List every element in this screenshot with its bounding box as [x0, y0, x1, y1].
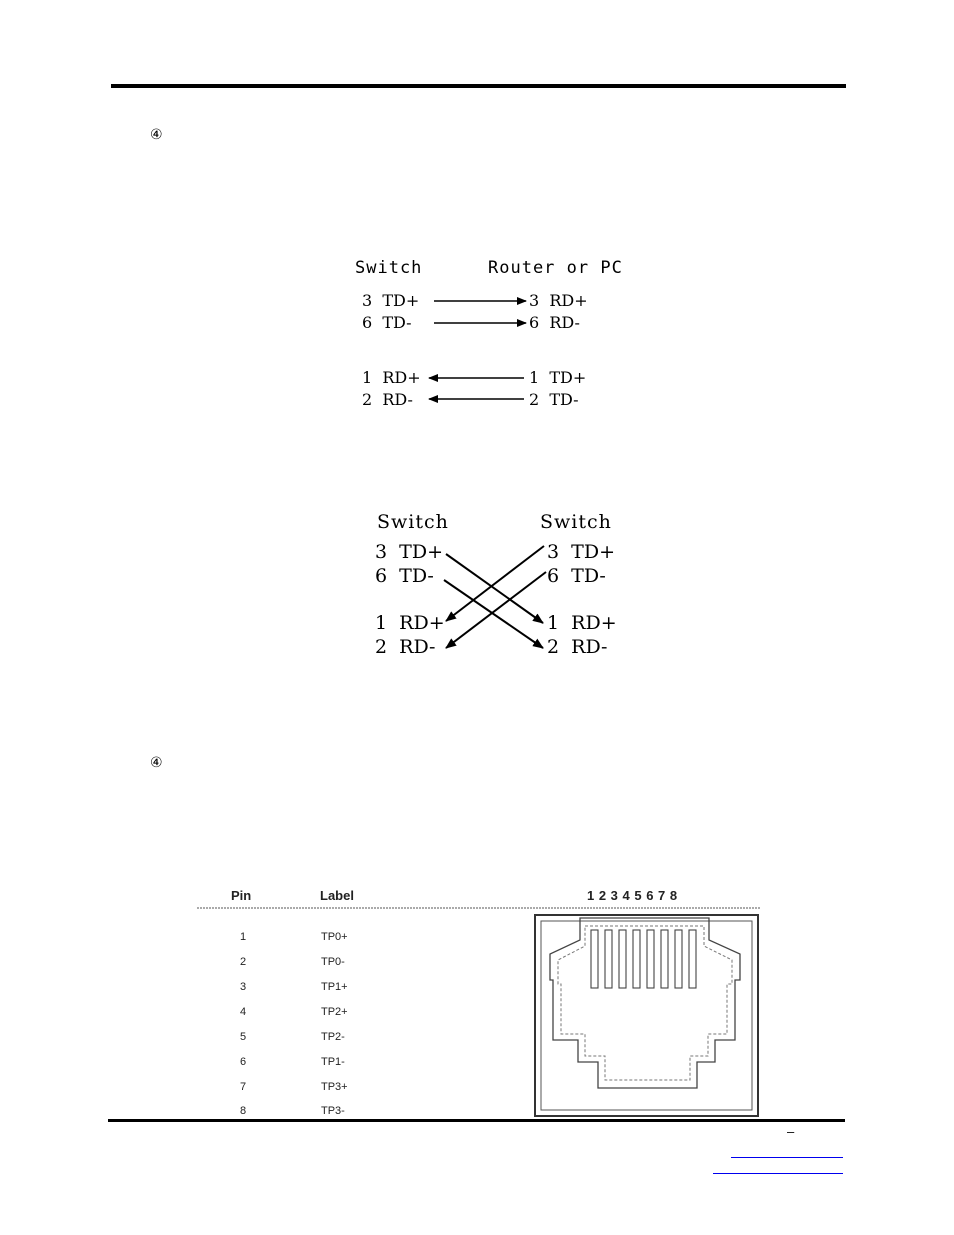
pin-label-cell: TP1-	[321, 1056, 345, 1068]
straight-right-title: Router or PC	[488, 258, 623, 278]
pin-label-cell: TP3-	[321, 1105, 345, 1117]
cross-arrow	[446, 554, 543, 623]
straight-left-row: 2 RD-	[362, 390, 413, 409]
pin-number-cell: 2	[240, 956, 247, 968]
pin-number-cell: 1	[240, 931, 247, 943]
straight-left-title: Switch	[355, 258, 423, 278]
straight-left-row: 3 TD+	[362, 291, 420, 310]
section-marker-2: ④	[150, 755, 163, 771]
straight-through-diagram	[340, 250, 660, 420]
pin-label-cell: TP3+	[321, 1081, 348, 1093]
cross-right-row: 3 TD+	[547, 541, 615, 563]
cross-left-row: 3 TD+	[375, 541, 443, 563]
cross-left-row: 2 RD-	[375, 636, 436, 658]
cross-right-row: 6 TD-	[547, 565, 606, 587]
section-marker-1: ④	[150, 127, 163, 143]
pin-numbers-header: 1 2 3 4 5 6 7 8	[587, 888, 678, 903]
pin-label-cell: TP2-	[321, 1031, 345, 1043]
footer-rule	[108, 1119, 845, 1122]
cross-left-title: Switch	[377, 511, 449, 533]
rj45-pinout-figure	[195, 880, 770, 1120]
pin-label-cell: TP0+	[321, 931, 348, 943]
straight-right-row: 3 RD+	[529, 291, 588, 310]
pin-number-cell: 8	[240, 1105, 247, 1117]
straight-left-row: 6 TD-	[362, 313, 412, 332]
pin-number-cell: 6	[240, 1056, 247, 1068]
pin-label-cell: TP1+	[321, 981, 348, 993]
cross-left-row: 1 RD+	[375, 612, 445, 634]
pin-number-cell: 5	[240, 1031, 247, 1043]
pin-number-cell: 7	[240, 1081, 247, 1093]
cross-left-row: 6 TD-	[375, 565, 434, 587]
label-column-header: Label	[320, 888, 354, 903]
straight-right-row: 1 TD+	[529, 368, 587, 387]
cross-right-title: Switch	[540, 511, 612, 533]
straight-right-row: 6 RD-	[529, 313, 580, 332]
crossover-diagram	[360, 500, 650, 670]
rj45-connector-drawing	[535, 915, 758, 1116]
straight-right-row: 2 TD-	[529, 390, 579, 409]
straight-left-row: 1 RD+	[362, 368, 421, 387]
pin-number-cell: 4	[240, 1006, 247, 1018]
pin-label-cell: TP0-	[321, 956, 345, 968]
cross-right-row: 1 RD+	[547, 612, 617, 634]
pin-column-header: Pin	[231, 888, 252, 903]
pin-number-cell: 3	[240, 981, 247, 993]
header-rule	[111, 84, 846, 88]
pin-label-cell: TP2+	[321, 1006, 348, 1018]
cross-right-row: 2 RD-	[547, 636, 608, 658]
footer-link-1[interactable]	[731, 1157, 843, 1158]
footer-link-2[interactable]	[713, 1173, 843, 1174]
footer-dash: –	[787, 1124, 795, 1139]
